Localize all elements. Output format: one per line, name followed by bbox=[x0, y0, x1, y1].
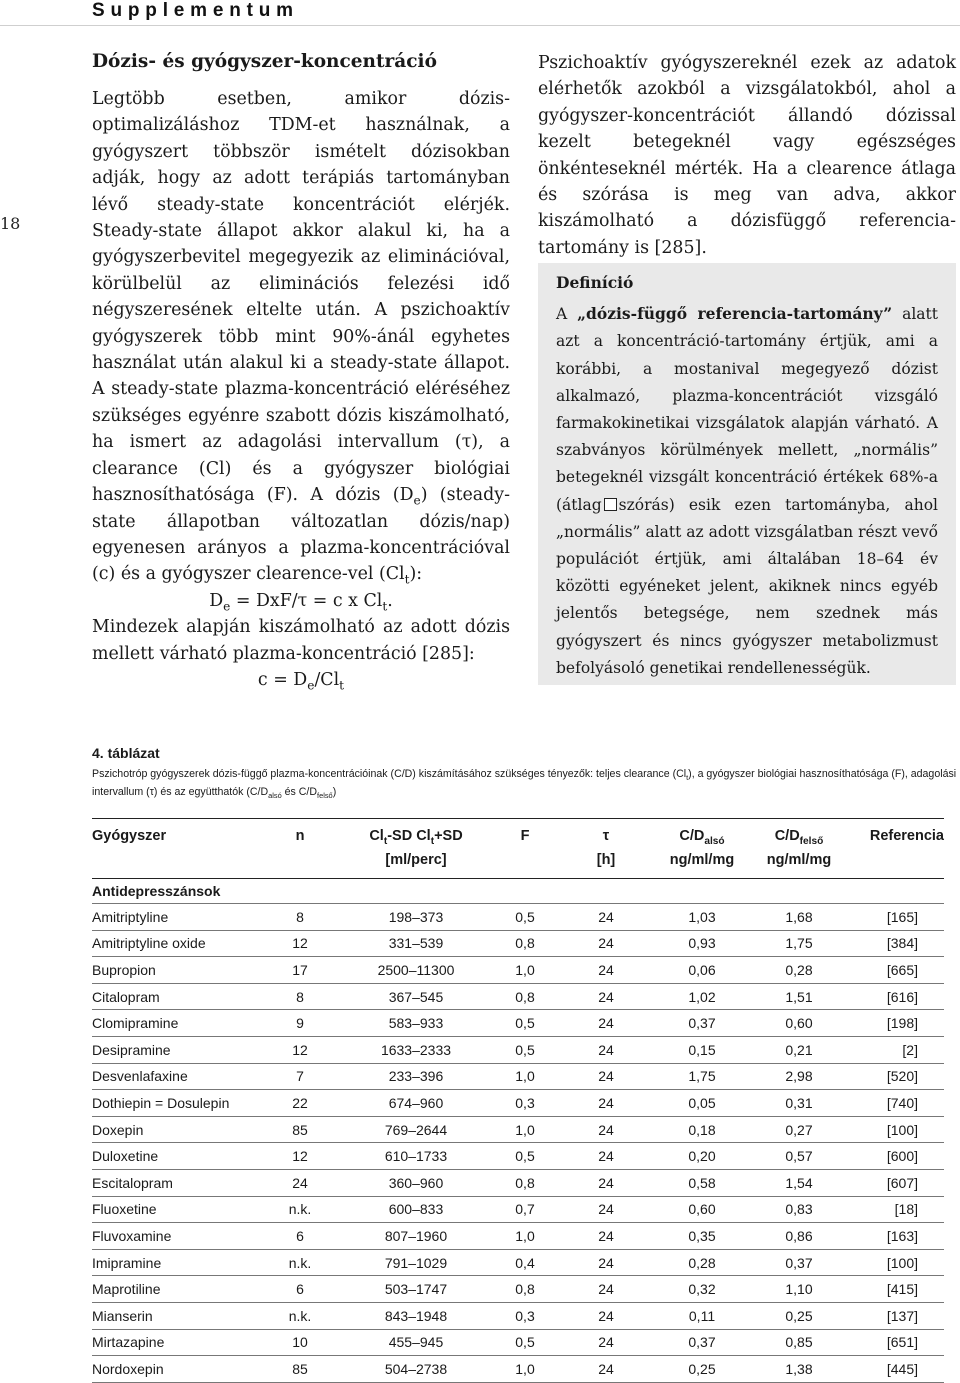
n-value: 8 bbox=[260, 904, 340, 931]
table-row bbox=[92, 1063, 944, 1090]
reference: [100] bbox=[848, 1249, 944, 1276]
cd-low-value: 0,32 bbox=[654, 1276, 750, 1303]
reference: [520] bbox=[848, 1063, 944, 1090]
tau-value: 24 bbox=[558, 1090, 654, 1117]
f-value: 0,5 bbox=[492, 1036, 558, 1063]
n-value: 22 bbox=[260, 1090, 340, 1117]
drug-name: Nordoxepin bbox=[92, 1356, 260, 1383]
f-value: 0,8 bbox=[492, 983, 558, 1010]
f-value: 0,3 bbox=[492, 1090, 558, 1117]
tau-value: 24 bbox=[558, 1249, 654, 1276]
header-title: Supplementum bbox=[92, 0, 299, 21]
drug-name: Citalopram bbox=[92, 983, 260, 1010]
clearance-range: 769–2644 bbox=[340, 1116, 492, 1143]
n-value: 24 bbox=[260, 1169, 340, 1196]
reference: [137] bbox=[848, 1302, 944, 1329]
table-row bbox=[92, 983, 944, 1010]
tau-value: 24 bbox=[558, 1116, 654, 1143]
drug-name: Amitriptyline bbox=[92, 904, 260, 931]
table-row bbox=[92, 904, 944, 931]
section-row bbox=[92, 879, 944, 904]
clearance-range: 2500–11300 bbox=[340, 957, 492, 984]
drug-name: Maprotiline bbox=[92, 1276, 260, 1303]
page-number: 18 bbox=[0, 214, 21, 233]
f-value: 1,0 bbox=[492, 957, 558, 984]
clearance-range: 843–1948 bbox=[340, 1302, 492, 1329]
n-value: 85 bbox=[260, 1356, 340, 1383]
table-row bbox=[92, 1249, 944, 1276]
cd-low-value: 0,15 bbox=[654, 1036, 750, 1063]
f-value: 0,5 bbox=[492, 1143, 558, 1170]
right-column bbox=[538, 50, 956, 261]
clearance-range: 360–960 bbox=[340, 1169, 492, 1196]
drug-name: Clomipramine bbox=[92, 1010, 260, 1037]
cd-low-value: 0,28 bbox=[654, 1249, 750, 1276]
table-row bbox=[92, 957, 944, 984]
cd-high-value: 0,31 bbox=[750, 1090, 848, 1117]
clearance-range: 600–833 bbox=[340, 1196, 492, 1223]
drug-table bbox=[92, 819, 944, 1383]
clearance-range: 331–539 bbox=[340, 930, 492, 957]
reference: [651] bbox=[848, 1329, 944, 1356]
cd-high-value: 0,25 bbox=[750, 1302, 848, 1329]
table-row bbox=[92, 1143, 944, 1170]
clearance-range: 674–960 bbox=[340, 1090, 492, 1117]
cd-low-value: 0,37 bbox=[654, 1010, 750, 1037]
drug-name: Mianserin bbox=[92, 1302, 260, 1329]
reference: [198] bbox=[848, 1010, 944, 1037]
f-value: 0,5 bbox=[492, 1010, 558, 1037]
cd-high-value: 0,21 bbox=[750, 1036, 848, 1063]
plus-minus-square-icon bbox=[604, 498, 617, 511]
table-row bbox=[92, 930, 944, 957]
body-paragraph-2: Mindezek alapján kiszámolható az adott dózis mellett várható plazma-koncentráció [285]: bbox=[92, 617, 510, 664]
tau-value: 24 bbox=[558, 930, 654, 957]
drug-name: Desipramine bbox=[92, 1036, 260, 1063]
table-row bbox=[92, 1036, 944, 1063]
table-row bbox=[92, 1329, 944, 1356]
header-reference: Referencia bbox=[869, 828, 944, 844]
tau-value: 24 bbox=[558, 1063, 654, 1090]
data-table bbox=[92, 818, 944, 1383]
tau-value: 24 bbox=[558, 983, 654, 1010]
n-value: 12 bbox=[260, 1036, 340, 1063]
cd-low-value: 0,18 bbox=[654, 1116, 750, 1143]
reference: [18] bbox=[848, 1196, 944, 1223]
f-value: 0,3 bbox=[492, 1302, 558, 1329]
reference: [740] bbox=[848, 1090, 944, 1117]
formula-concentration: $c = D_e/Cl_t$ bbox=[257, 669, 345, 693]
cd-high-value: 0,60 bbox=[750, 1010, 848, 1037]
reference: [445] bbox=[848, 1356, 944, 1383]
f-value: 1,0 bbox=[492, 1356, 558, 1383]
table-row bbox=[92, 1116, 944, 1143]
clearance-range: 504–2738 bbox=[340, 1356, 492, 1383]
drug-name: Dothiepin = Dosulepin bbox=[92, 1090, 260, 1117]
header-tau: τ [h] bbox=[596, 828, 616, 868]
drug-name: Fluvoxamine bbox=[92, 1223, 260, 1250]
definition-title: Definíció bbox=[556, 273, 634, 292]
reference: [163] bbox=[848, 1223, 944, 1250]
n-value: 12 bbox=[260, 1143, 340, 1170]
tau-value: 24 bbox=[558, 1036, 654, 1063]
clearance-range: 367–545 bbox=[340, 983, 492, 1010]
cd-high-value: 1,54 bbox=[750, 1169, 848, 1196]
clearance-range: 610–1733 bbox=[340, 1143, 492, 1170]
drug-name: Mirtazapine bbox=[92, 1329, 260, 1356]
f-value: 1,0 bbox=[492, 1116, 558, 1143]
table-row bbox=[92, 1090, 944, 1117]
table-number: 4. táblázat bbox=[92, 745, 160, 761]
cd-low-value: 0,35 bbox=[654, 1223, 750, 1250]
definition-text: A „dózis-függő referencia-tartomány” alatt azt a koncentráció-tartomány értjük, ami a korábbi, a mostanival megegyező dózist alkalmazó, plazma-koncentrációt vizsgáló farmakokinetikai vizsgálatok alapján várható. A szabványos körülmények mellett, „normális” betegeknél vizsgált koncentráció értékek 68%-a (átlag szórás) esik ezen tartományba, ahol „normális” alatt az adott vizsgálatban részt vevő populációt értjük, ami általában 18–64 év közötti egyéneket jelent, akiknek nincs egyéb jelentős betegsége, nem szednek más gyógyszert és nincs gyógyszer metabolizmust befolyásoló genetikai rendellenességük. bbox=[556, 304, 939, 677]
f-value: 0,8 bbox=[492, 930, 558, 957]
cd-high-value: 0,57 bbox=[750, 1143, 848, 1170]
cd-low-value: 1,75 bbox=[654, 1063, 750, 1090]
reference: [100] bbox=[848, 1116, 944, 1143]
drug-name: Doxepin bbox=[92, 1116, 260, 1143]
formula-dose: $D_e = DxF/\tau = c$ x $Cl_t$. bbox=[209, 590, 393, 614]
reference: [607] bbox=[848, 1169, 944, 1196]
cd-low-value: 0,25 bbox=[654, 1356, 750, 1383]
cd-low-value: 0,11 bbox=[654, 1302, 750, 1329]
clearance-range: 791–1029 bbox=[340, 1249, 492, 1276]
left-column bbox=[92, 50, 510, 693]
tau-value: 24 bbox=[558, 1329, 654, 1356]
header-drug: Gyógyszer bbox=[92, 828, 167, 844]
n-value: 6 bbox=[260, 1276, 340, 1303]
n-value: n.k. bbox=[260, 1249, 340, 1276]
reference: [415] bbox=[848, 1276, 944, 1303]
page-header bbox=[0, 0, 960, 26]
n-value: 12 bbox=[260, 930, 340, 957]
n-value: n.k. bbox=[260, 1302, 340, 1329]
table-row bbox=[92, 1169, 944, 1196]
header-n: n bbox=[295, 828, 305, 844]
table-row bbox=[92, 1010, 944, 1037]
header-cd-high: $C/D_{felső}$ ng/ml/mg bbox=[766, 828, 832, 868]
f-value: 0,4 bbox=[492, 1249, 558, 1276]
section-heading: Dózis- és gyógyszer-koncentráció bbox=[92, 51, 437, 72]
n-value: 17 bbox=[260, 957, 340, 984]
table-caption bbox=[92, 745, 958, 801]
tau-value: 24 bbox=[558, 904, 654, 931]
cd-low-value: 0,06 bbox=[654, 957, 750, 984]
header-f: F bbox=[520, 828, 530, 844]
reference: [665] bbox=[848, 957, 944, 984]
header-clearance: $Cl_t-SD$ $Cl_t+SD$ [ml/perc] bbox=[369, 828, 463, 868]
clearance-range: 807–1960 bbox=[340, 1223, 492, 1250]
drug-name: Fluoxetine bbox=[92, 1196, 260, 1223]
tau-value: 24 bbox=[558, 1196, 654, 1223]
tau-value: 24 bbox=[558, 1302, 654, 1329]
cd-high-value: 0,83 bbox=[750, 1196, 848, 1223]
table-row bbox=[92, 1276, 944, 1303]
table-row bbox=[92, 1196, 944, 1223]
cd-low-value: 0,93 bbox=[654, 930, 750, 957]
reference: [616] bbox=[848, 983, 944, 1010]
tau-value: 24 bbox=[558, 1010, 654, 1037]
cd-low-value: 0,05 bbox=[654, 1090, 750, 1117]
n-value: 10 bbox=[260, 1329, 340, 1356]
n-value: 9 bbox=[260, 1010, 340, 1037]
clearance-range: 583–933 bbox=[340, 1010, 492, 1037]
table-row bbox=[92, 1302, 944, 1329]
cd-high-value: 0,27 bbox=[750, 1116, 848, 1143]
cd-high-value: 1,10 bbox=[750, 1276, 848, 1303]
tau-value: 24 bbox=[558, 957, 654, 984]
definition-box bbox=[538, 263, 956, 685]
clearance-range: 1633–2333 bbox=[340, 1036, 492, 1063]
reference: [384] bbox=[848, 930, 944, 957]
cd-low-value: 1,03 bbox=[654, 904, 750, 931]
cd-low-value: 0,20 bbox=[654, 1143, 750, 1170]
cd-high-value: 1,38 bbox=[750, 1356, 848, 1383]
definition-term: „dózis-függő referencia-tartomány” bbox=[577, 304, 893, 324]
tau-value: 24 bbox=[558, 1143, 654, 1170]
f-value: 0,8 bbox=[492, 1169, 558, 1196]
n-value: 85 bbox=[260, 1116, 340, 1143]
f-value: 0,5 bbox=[492, 904, 558, 931]
reference: [165] bbox=[848, 904, 944, 931]
drug-name: Escitalopram bbox=[92, 1169, 260, 1196]
f-value: 0,5 bbox=[492, 1329, 558, 1356]
cd-high-value: 0,28 bbox=[750, 957, 848, 984]
reference: [600] bbox=[848, 1143, 944, 1170]
header-cd-low: $C/D_{alsó}$ ng/ml/mg bbox=[669, 828, 735, 868]
section-label: Antidepresszánsok bbox=[92, 879, 944, 904]
cd-low-value: 0,60 bbox=[654, 1196, 750, 1223]
tau-value: 24 bbox=[558, 1169, 654, 1196]
cd-low-value: 1,02 bbox=[654, 983, 750, 1010]
table-row bbox=[92, 1356, 944, 1383]
table-row bbox=[92, 1223, 944, 1250]
reference: [2] bbox=[848, 1036, 944, 1063]
body-paragraph-1: Legtöbb esetben, amikor dózis-optimalizáláshoz TDM-et használnak, a gyógyszert többször ismételt dózisokban adják, hogy az adott terápiás tartományban lévő steady-state koncentrációt elérjék. Steady-state állapot akkor alakul ki, ha a gyógyszerbevitel megegyezik az eliminációval, körülbelül az eliminációs felezési idő négyszeresének eltelte után. A pszichoaktív gyógyszerek több mint 90%-ánál egyhetes használat után alakul ki a steady-state állapot. A steady-state plazma-koncentráció eléréséhez szükséges egyénre szabott dózis kiszámolható, ha ismert az adagolási intervallum (τ), a clearance (Cl) és a gyógyszer biológiai hasznosíthatósága (F). A dózis $(D_e)$ (steady-state állapotban változatlan dózis/nap) egyenesen arányos a plazma-koncentrációval (c) és a gyógyszer clearence-vel $(Cl_t)$: bbox=[92, 89, 510, 587]
f-value: 0,8 bbox=[492, 1276, 558, 1303]
n-value: 8 bbox=[260, 983, 340, 1010]
cd-high-value: 0,85 bbox=[750, 1329, 848, 1356]
n-value: n.k. bbox=[260, 1196, 340, 1223]
n-value: 7 bbox=[260, 1063, 340, 1090]
cd-low-value: 0,37 bbox=[654, 1329, 750, 1356]
cd-high-value: 0,86 bbox=[750, 1223, 848, 1250]
cd-high-value: 2,98 bbox=[750, 1063, 848, 1090]
table-description: Pszichotróp gyógyszerek dózis-függő plazma-koncentrációinak (C/D) kiszámításához szükséges tényezők: teljes clearance $(Cl_t)$, a gyógyszer biológiai hasznosíthatósága (F), adagolási intervallum (τ) és az együtthatók ($C/D_{alsó}$ és $C/D_{felső}$) bbox=[92, 768, 957, 801]
n-value: 6 bbox=[260, 1223, 340, 1250]
clearance-range: 455–945 bbox=[340, 1329, 492, 1356]
clearance-range: 198–373 bbox=[340, 904, 492, 931]
clearance-range: 233–396 bbox=[340, 1063, 492, 1090]
table-header-row bbox=[92, 819, 944, 879]
drug-name: Bupropion bbox=[92, 957, 260, 984]
drug-name: Imipramine bbox=[92, 1249, 260, 1276]
f-value: 1,0 bbox=[492, 1223, 558, 1250]
cd-high-value: 1,51 bbox=[750, 983, 848, 1010]
f-value: 1,0 bbox=[492, 1063, 558, 1090]
cd-low-value: 0,58 bbox=[654, 1169, 750, 1196]
tau-value: 24 bbox=[558, 1356, 654, 1383]
tau-value: 24 bbox=[558, 1276, 654, 1303]
clearance-range: 503–1747 bbox=[340, 1276, 492, 1303]
drug-name: Desvenlafaxine bbox=[92, 1063, 260, 1090]
cd-high-value: 1,68 bbox=[750, 904, 848, 931]
f-value: 0,7 bbox=[492, 1196, 558, 1223]
drug-name: Amitriptyline oxide bbox=[92, 930, 260, 957]
cd-high-value: 0,37 bbox=[750, 1249, 848, 1276]
drug-name: Duloxetine bbox=[92, 1143, 260, 1170]
cd-high-value: 1,75 bbox=[750, 930, 848, 957]
right-paragraph: Pszichoaktív gyógyszereknél ezek az adatok elérhetők azokból a vizsgálatokból, ahol a gyógyszer-koncentrációt állandó dózissal kezelt betegeknél vagy egészséges önkénteseknél mérték. Ha a clearence átlaga és szórása is meg van adva, akkor kiszámolható a dózisfüggő referencia-tartomány is [285]. bbox=[538, 53, 956, 258]
tau-value: 24 bbox=[558, 1223, 654, 1250]
